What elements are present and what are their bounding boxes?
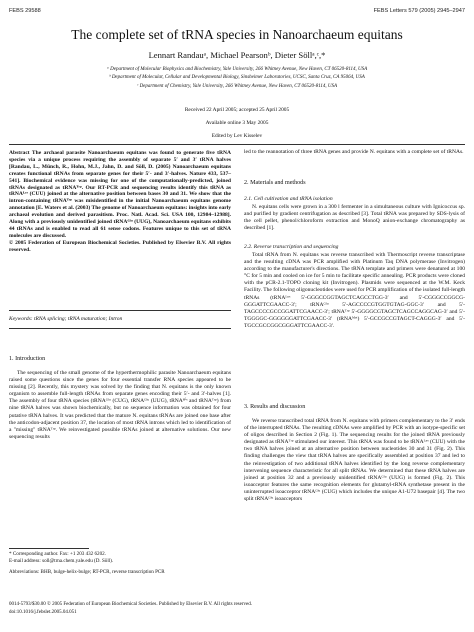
affiliations xyxy=(0,66,474,91)
article-dates xyxy=(0,106,474,141)
continuation-paragraph: led to the reannotation of three tRNA genes and provide N. equitans with a complete set of tRNAs. xyxy=(244,149,464,155)
affiliation-a: ᵃ Department of Molecular Biophysics and Biochemistry, Yale University, 266 Whitney Avenue, New Haven, CT 06520-8114, USA xyxy=(106,67,368,72)
affiliation-b: ᵇ Department of Molecular, Cellular and Developmental Biology, Sinsheimer Laboratories, UCSC, Santa Cruz, CA 95064, USA xyxy=(109,75,365,81)
received-date: Received 22 April 2005; accepted 25 April 2005 xyxy=(184,107,290,113)
subsection-heading-2-2: 2.2. Reverse transcription and sequencing xyxy=(244,244,339,250)
article-title: The complete set of tRNA species in Nanoarchaeum equitans xyxy=(71,27,403,42)
section-heading-methods: 2. Materials and methods xyxy=(244,180,306,186)
keywords: Keywords: tRNA splicing; tRNA maturation; Intron xyxy=(9,316,123,322)
intro-paragraph: The sequencing of the small genome of the hyperthermophilic parasite Nanoarchaeum equitans raised some questions since the genes for four essential transfer RNA species appeared to be missing [2]. Recently, this mystery was solved by the finding that N. equitans is the only known organism to assemble full-length tRNAs from separate genes encoding their 5′- and 3′-halves [1]. The assembly of four tRNA species (tRNAᴳˡᵘ (CUG), tRNAᴳˡᵘ (UUG), tRNAᴴⁱˢ and tRNAᵀʳᵖ) from nine tRNA halves was shown biochemically, but no sequence information was obtained for four putative tRNA halves. It was predicted that the mature N. equitans tRNAs are joined one base after the anticodon-adjacent position 37, the location of most tRNA introns which led to identification of a "missing" tRNAᵀʳᵖ. We reinvestigated possible tRNAs joined at alternative solutions. Our new sequencing results xyxy=(9,370,231,440)
divider xyxy=(9,328,231,329)
section-heading-introduction: 1. Introduction xyxy=(9,356,46,362)
online-date: Available online 3 May 2005 xyxy=(205,120,269,126)
author-list: Lennart Randauᵃ, Michael Pearsonᵇ, Dieter Söllᵃ,ᶜ,* xyxy=(148,50,326,60)
copyright-line: 0014-5793/$30.00 © 2005 Federation of European Biochemical Societies. Published by Elsevier B.V. All rights reserved. xyxy=(9,602,252,607)
doi-line: doi:10.1016/j.febslet.2005.04.051 xyxy=(9,610,77,615)
journal-code: FEBS 29588 xyxy=(9,8,41,14)
abstract: Abstract The archaeal parasite Nanoarchaeum equitans was found to generate five tRNA species via a unique process requiring the assembly of separate 5′ and 3′ tRNA halves [Randau, L., Münch, R., Hohn, M.J., Jahn, D. and Söll, D. (2005) Nanoarchaeum equitans creates functional tRNAs from separate genes for their 5′- and 3′-halves. Nature 433, 537–541]. Biochemical evidence was missing for one of the computationally-predicted, joined tRNAs designated as tRNAᵀʳᵖ. Our RT-PCR and sequencing results identify this tRNA as tRNAᴸʸˢ (CUU) joined at the alternative position between bases 30 and 31. We show that the intron-containing tRNAᵀʳᵖ was misidentified in the initial Nanoarchaeum equitans genome annotation [E. Waters et al. (2003) The genome of Nanoarchaeum equitans: insights into early archaeal evolution and derived parasitism. Proc. Natl. Acad. Sci. USA 100, 12984–12988]. Along with a previously unidentified joined tRNAᴳˡᵘ (UUG), Nanoarchaeum equitans exhibits 44 tRNAs and is enabled to read all 61 sense codons. Features unique to this set of tRNA molecules are discussed. © 2005 Federation of European Biochemical Societies. Published by Elsevier B.V. All rights reserved. xyxy=(9,150,231,253)
footnote-rule xyxy=(9,548,89,549)
editor-line: Edited by Lev Kisselev xyxy=(211,133,263,139)
divider xyxy=(9,144,465,145)
affiliation-c: ᶜ Department of Chemistry, Yale University, 266 Whitney Avenue, New Haven, CT 06520-8114, USA xyxy=(137,83,337,89)
methods-2-2-paragraph: Total tRNA from N. equitans was reverse transcribed with Thermoscript reverse transcriptase and the resulting cDNA was PCR amplified with Platinum Taq DNA polymerase (Invitrogen) according to the manufacturer's directions. The tRNA template and primers were denatured at 100 °C for 5 min and cooled on ice for 5 min to facilitate specific annealing. PCR products were cloned with the pCR-2.1-TOPO cloning kit (Invitrogen). Plasmids were sequenced at the W.M. Keck Facility. The following oligonucleotides were used for PCR amplification of the isolated full-length tRNAs (tRNAᴸʸˢ 5′-GGGCCGGTAGCTCAGCCTGG-3′ and 5′-CGGGCCGGCG-GGGATTCGAACC-3′; tRNAᴳˡᵘ 5′-AGCCCCGTGGTGTAG-GGC-3′ and 5′-TAGCCCCGCCGGATTCGAACC-3′; tRNAᵀʳᵖ 5′-GGGGCGTAGCTCAGCCAGGCAG-3′ and 5′-TGGGGC-GGGGGGATTCGAACC-3′ (tRNAᴹᵉᵗ) 5′-GCCGCCGTAGCT-CAGGG-3′ and 5′-TGCCGCCGGCGGGATTCGAACC-3′. xyxy=(244,252,465,329)
methods-2-1-paragraph: N. equitans cells were grown in a 300 l fermenter in a simultaneous culture with Ignicoccus sp. and purified by gradient centrifugation as described [3]. Total tRNA was prepared by SDS-lysis of the cell pellet, phenol/chloroform extraction and MonoQ anion-exchange chromatography as described [1]. xyxy=(244,204,465,232)
results-paragraph: We reverse transcribed total tRNA from N. equitans with primers complementary to the 3′ ends of the interrupted tRNAs. The resulting cDNAs were amplified by PCR with an isotype-specific set of oligos described in Section 2 (Fig. 1). The sequencing results for the joined tRNA previously designated as tRNAᵀʳᵖ stimulated our interest. This tRNA was found to be tRNAᴸʸˢ (CUU) with the two tRNA halves joined at an alternative position between nucleotides 30 and 31 (Fig. 2). This finding challenges the view that tRNA halves are specifically assembled at position 37 and led to the reinvestigation of two additional tRNA halves identified by the long reverse complementary intervening sequence characteristic for all split tRNAs. We determined that these tRNA halves are joined at position 32 and a previously unidentified tRNAᴳˡᵘ (UUG) is formed (Fig. 2). This isoacceptor features the same recognition elements for glutamyl-tRNA synthetase present in the uninterrupted isoacceptor tRNAᴳˡᵘ (CUG) which includes the unique A1-U72 basepair [4]. The two split tRNAᴳˡᵘ isoacceptors xyxy=(244,418,465,503)
divider xyxy=(9,310,231,311)
email-note: E-mail address: soll@trna.chem.yale.edu (D. Söll). xyxy=(9,558,114,564)
section-heading-results: 3. Results and discussion xyxy=(244,404,306,410)
abbreviations-note: Abbreviations: BHB, bulge-helix-bulge; RT-PCR, reverse transcription PCR xyxy=(9,569,165,575)
corresponding-author-note: * Corresponding author. Fax: +1 203 432 6202. xyxy=(9,551,106,557)
journal-citation: FEBS Letters 579 (2005) 2945–2947 xyxy=(373,8,465,14)
subsection-heading-2-1: 2.1. Cell cultivation and tRNA isolation xyxy=(244,196,333,202)
